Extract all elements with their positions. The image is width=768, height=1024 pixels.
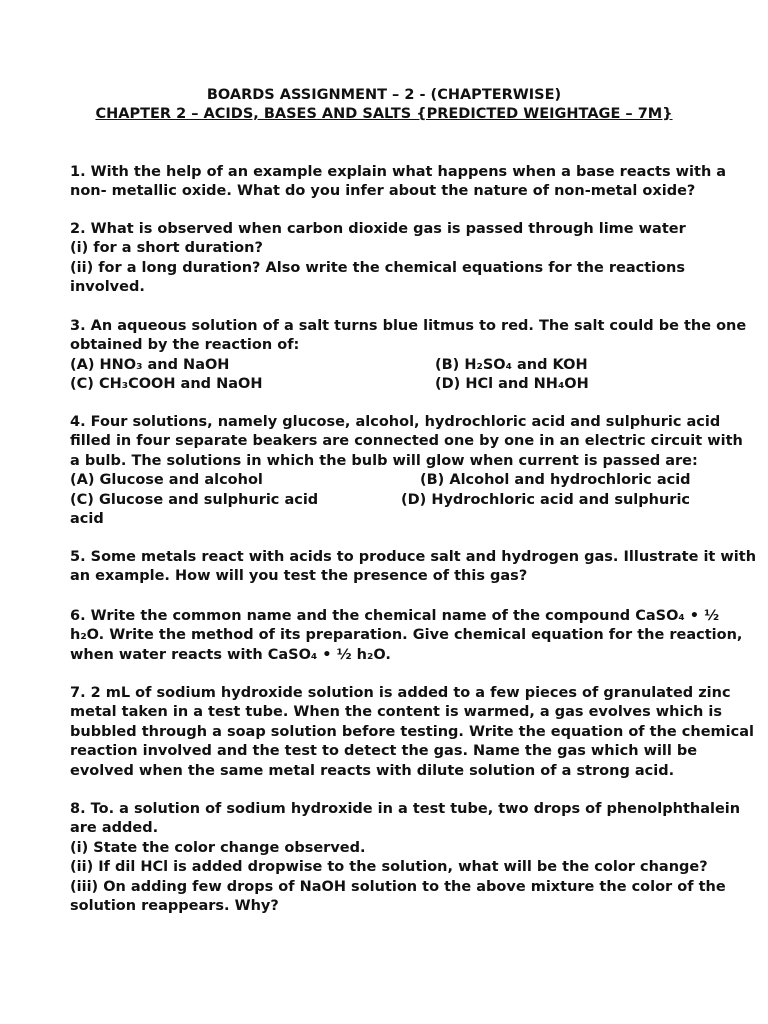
question-1 [70, 163, 727, 202]
question-3-options-row-1 [70, 356, 710, 375]
page-header [0, 86, 768, 124]
question-3-option-a: (A) HNO₃ and NaOH [70, 356, 230, 373]
question-3-option-c: (C) CH₃COOH and NaOH [70, 376, 263, 393]
question-8-line-3: (i) State the color change observed. [70, 839, 366, 856]
question-4-option-a: (A) Glucose and alcohol [70, 472, 263, 489]
question-4-option-d: (D) Hydrochloric acid and sulphuric [401, 491, 691, 508]
question-5-line-1: 5. Some metals react with acids to produce salt and hydrogen gas. Illustrate it with [70, 549, 757, 565]
question-8-line-2: are added. [70, 820, 159, 837]
question-4-options-row-2 [70, 491, 710, 510]
question-1-line-2: non- metallic oxide. What do you infer about the nature of non-metal oxide? [70, 183, 696, 200]
question-6-line-3: when water reacts with CaSO₄ • ½ h₂O. [70, 646, 391, 663]
question-8 [70, 800, 741, 916]
question-8-line-6: solution reappears. Why? [70, 897, 279, 914]
question-7 [70, 684, 754, 781]
question-4-line-2: filled in four separate beakers are connected one by one in an electric circuit with [70, 433, 743, 450]
question-3-line-1: 3. An aqueous solution of a salt turns blue litmus to red. The salt could be the one [70, 318, 747, 334]
question-3-option-b: (B) H₂SO₄ and KOH [435, 356, 588, 373]
page-subtitle: CHAPTER 2 – ACIDS, BASES AND SALTS {PREDICTED WEIGHTAGE – 7M} [95, 106, 673, 122]
page-title: BOARDS ASSIGNMENT – 2 - (CHAPTERWISE) [206, 87, 562, 103]
question-2-line-1: 2. What is observed when carbon dioxide gas is passed through lime water [70, 221, 686, 237]
question-4-option-c: (C) Glucose and sulphuric acid [70, 491, 319, 508]
question-8-line-1: 8. To. a solution of sodium hydroxide in a test tube, two drops of phenolphthalein [70, 801, 741, 817]
question-4-line-1: 4. Four solutions, namely glucose, alcohol, hydrochloric acid and sulphuric acid [70, 414, 721, 430]
question-7-line-5: evolved when the same metal reacts with dilute solution of a strong acid. [70, 762, 675, 779]
question-2-line-2: (i) for a short duration? [70, 240, 263, 257]
question-3-options-row-2 [70, 375, 710, 394]
question-3 [70, 317, 747, 395]
question-1-line-1: 1. With the help of an example explain what happens when a base reacts with a [70, 164, 727, 180]
question-5 [70, 548, 757, 587]
question-2-line-4: involved. [70, 279, 145, 296]
question-4-options-row-1 [70, 471, 710, 490]
question-4-tail: acid [70, 510, 104, 527]
question-8-line-4: (ii) If dil HCl is added dropwise to the solution, what will be the color change? [70, 859, 708, 876]
question-2 [70, 220, 710, 298]
question-4-line-3: a bulb. The solutions in which the bulb will glow when current is passed are: [70, 452, 698, 469]
question-7-line-4: reaction involved and the test to detect the gas. Name the gas which will be [70, 743, 698, 760]
question-6-line-2: h₂O. Write the method of its preparation. Give chemical equation for the reaction, [70, 627, 743, 644]
question-7-line-3: bubbled through a soap solution before testing. Write the equation of the chemical [70, 723, 754, 740]
question-6-line-1: 6. Write the common name and the chemical name of the compound CaSO₄ • ½ [70, 608, 720, 624]
question-7-line-1: 7. 2 mL of sodium hydroxide solution is added to a few pieces of granulated zinc [70, 685, 731, 701]
question-4-option-b: (B) Alcohol and hydrochloric acid [420, 472, 691, 489]
question-5-line-2: an example. How will you test the presence of this gas? [70, 568, 528, 585]
question-7-line-2: metal taken in a test tube. When the content is warmed, a gas evolves which is [70, 704, 723, 721]
question-8-line-5: (iii) On adding few drops of NaOH solution to the above mixture the color of the [70, 878, 726, 895]
question-2-line-3: (ii) for a long duration? Also write the chemical equations for the reactions [70, 259, 686, 276]
question-3-line-2: obtained by the reaction of: [70, 337, 300, 354]
question-6 [70, 607, 743, 665]
question-3-option-d: (D) HCl and NH₄OH [435, 376, 589, 393]
question-4 [70, 413, 743, 529]
